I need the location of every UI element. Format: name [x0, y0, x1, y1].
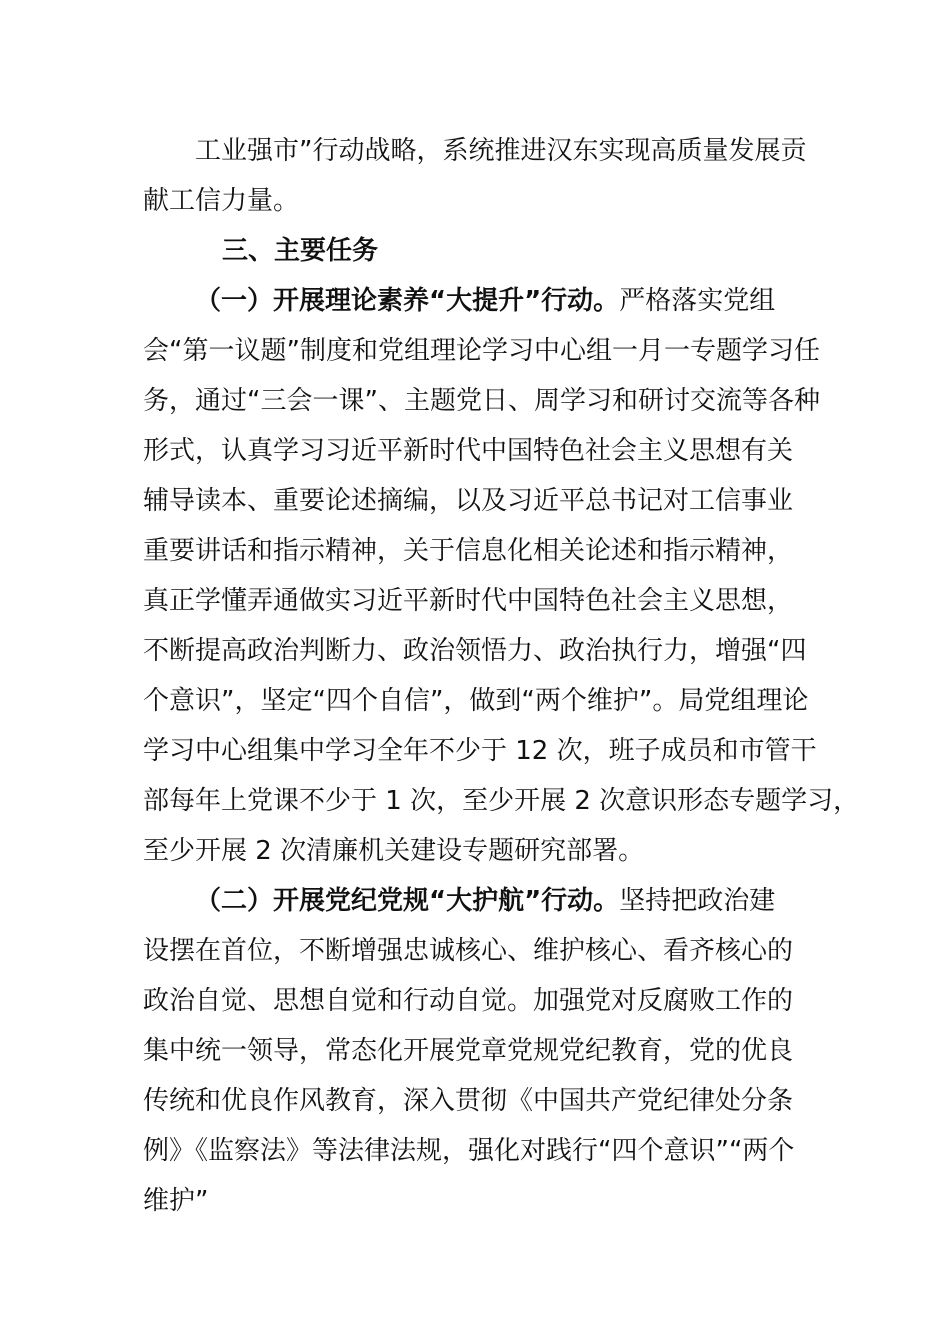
- text-line: 设摆在首位，不断增强忠诚核心、维护核心、看齐核心的: [143, 936, 794, 966]
- text-line: 部每年上党课不少于 1 次，至少开展 2 次意识形态专题学习，: [143, 786, 860, 816]
- text-line: 会“第一议题”制度和党组理论学习中心组一月一专题学习任: [143, 336, 820, 366]
- item-2-text: 坚持把政治建: [619, 886, 776, 916]
- text-line: 真正学懂弄通做实习近平新时代中国特色社会主义思想，: [143, 586, 794, 616]
- item-1-title: （一）开展理论素养“大提升”行动。: [195, 286, 620, 316]
- text-line: 务，通过“三会一课”、主题党日、周学习和研讨交流等各种: [143, 386, 820, 416]
- text-line: 学习中心组集中学习全年不少于 12 次，班子成员和市管干: [143, 736, 817, 766]
- text-line: 传统和优良作风教育，深入贯彻《中国共产党纪律处分条: [143, 1086, 794, 1116]
- text-line: 形式，认真学习习近平新时代中国特色社会主义思想有关: [143, 436, 794, 466]
- text-line: 政治自觉、思想自觉和行动自觉。加强党对反腐败工作的: [143, 986, 794, 1016]
- item-2-first-line: [195, 881, 775, 921]
- text-line: 例》《监察法》等法律法规，强化对践行“四个意识”“两个: [143, 1136, 795, 1166]
- text-line: 工业强市”行动战略，系统推进汉东实现高质量发展贡: [195, 136, 807, 166]
- item-1-first-line: [195, 281, 775, 321]
- text-line: 维护”: [143, 1186, 209, 1216]
- section-heading: 三、主要任务: [222, 236, 379, 266]
- text-line: 重要讲话和指示精神，关于信息化相关论述和指示精神，: [143, 536, 794, 566]
- text-line: 献工信力量。: [143, 186, 300, 216]
- text-line: 辅导读本、重要论述摘编，以及习近平总书记对工信事业: [143, 486, 794, 516]
- text-line: 个意识”，坚定“四个自信”，做到“两个维护”。局党组理论: [143, 686, 809, 716]
- text-line: 不断提高政治判断力、政治领悟力、政治执行力，增强“四: [143, 636, 807, 666]
- text-line: 集中统一领导，常态化开展党章党规党纪教育，党的优良: [143, 1036, 794, 1066]
- item-2-title: （二）开展党纪党规“大护航”行动。: [195, 886, 620, 916]
- item-1-text: 严格落实党组: [619, 286, 776, 316]
- text-line: 至少开展 2 次清廉机关建设专题研究部署。: [143, 836, 645, 866]
